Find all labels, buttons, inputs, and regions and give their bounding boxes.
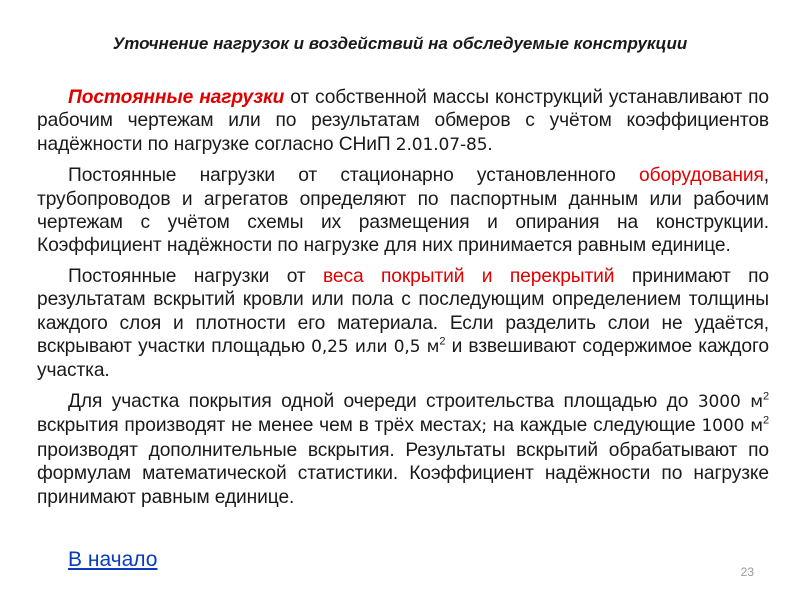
back-to-start-link[interactable]: В начало: [68, 548, 158, 571]
highlight-roof-floor-weight: веса покрытий и перекрытий: [323, 265, 615, 287]
paragraph-text: , трубопроводов и агрегатов определяют по паспортным данным или рабочим чертежам с учётом схемы их размещения и опирания на конструкции. Коэффициент надёжности по нагрузке для них принимается равным единице.: [37, 165, 769, 257]
semicolon: ;: [481, 416, 488, 437]
paragraph-text: на каждые следующие: [487, 415, 702, 437]
paragraph-permanent-loads-self-weight: [37, 86, 769, 157]
paragraph-text: принимают по результатам вскрытий кровли или пола с последующим определением толщины каждого слоя и плотности его материала. Если разделить слои не удаётся, вскрывают участки площадью: [37, 265, 769, 358]
slide-title: Уточнение нагрузок и воздействий на обследуемые конструкции: [112, 34, 688, 53]
area-value: 0,25 или 0,5 м: [311, 337, 440, 358]
paragraph-text: Для участка покрытия одной очереди строительства площадью до: [68, 390, 698, 412]
slide-body: [37, 86, 769, 509]
paragraph-roof-floor-weight: [37, 265, 769, 383]
paragraph-text: и взвешивают содержимое каждого участка.: [37, 336, 769, 382]
highlight-permanent-loads: Постоянные нагрузки: [68, 87, 285, 108]
paragraph-text: производят дополнительные вскрытия. Результаты вскрытий обрабатывают по формулам математической статистики. Коэффициент надёжности по нагрузке принимают равным единице.: [37, 439, 769, 508]
highlight-equipment: оборудования: [639, 165, 764, 187]
page-number: 23: [740, 565, 754, 579]
paragraph-sampling-rules: [37, 390, 769, 509]
superscript: 2: [762, 414, 769, 427]
paragraph-text: Постоянные нагрузки от стационарно установленного: [68, 165, 639, 187]
paragraph-text: вскрытия производят не менее чем в трёх местах: [37, 415, 482, 437]
superscript: 2: [439, 335, 446, 348]
paragraph-text: .: [487, 133, 493, 155]
paragraph-text: от собственной массы конструкций устанавливают по рабочим чертежам или по результатам обмеров с учётом коэффициентов надёжности по нагрузке согласно СНиП: [37, 87, 769, 155]
area-value-1000: 1000 м: [701, 416, 763, 437]
snip-code: 2.01.07-85: [395, 134, 488, 155]
paragraph-equipment-loads: [37, 164, 769, 258]
superscript: 2: [762, 390, 769, 403]
paragraph-text: Постоянные нагрузки от: [68, 265, 324, 287]
area-value-3000: 3000 м: [697, 391, 763, 412]
